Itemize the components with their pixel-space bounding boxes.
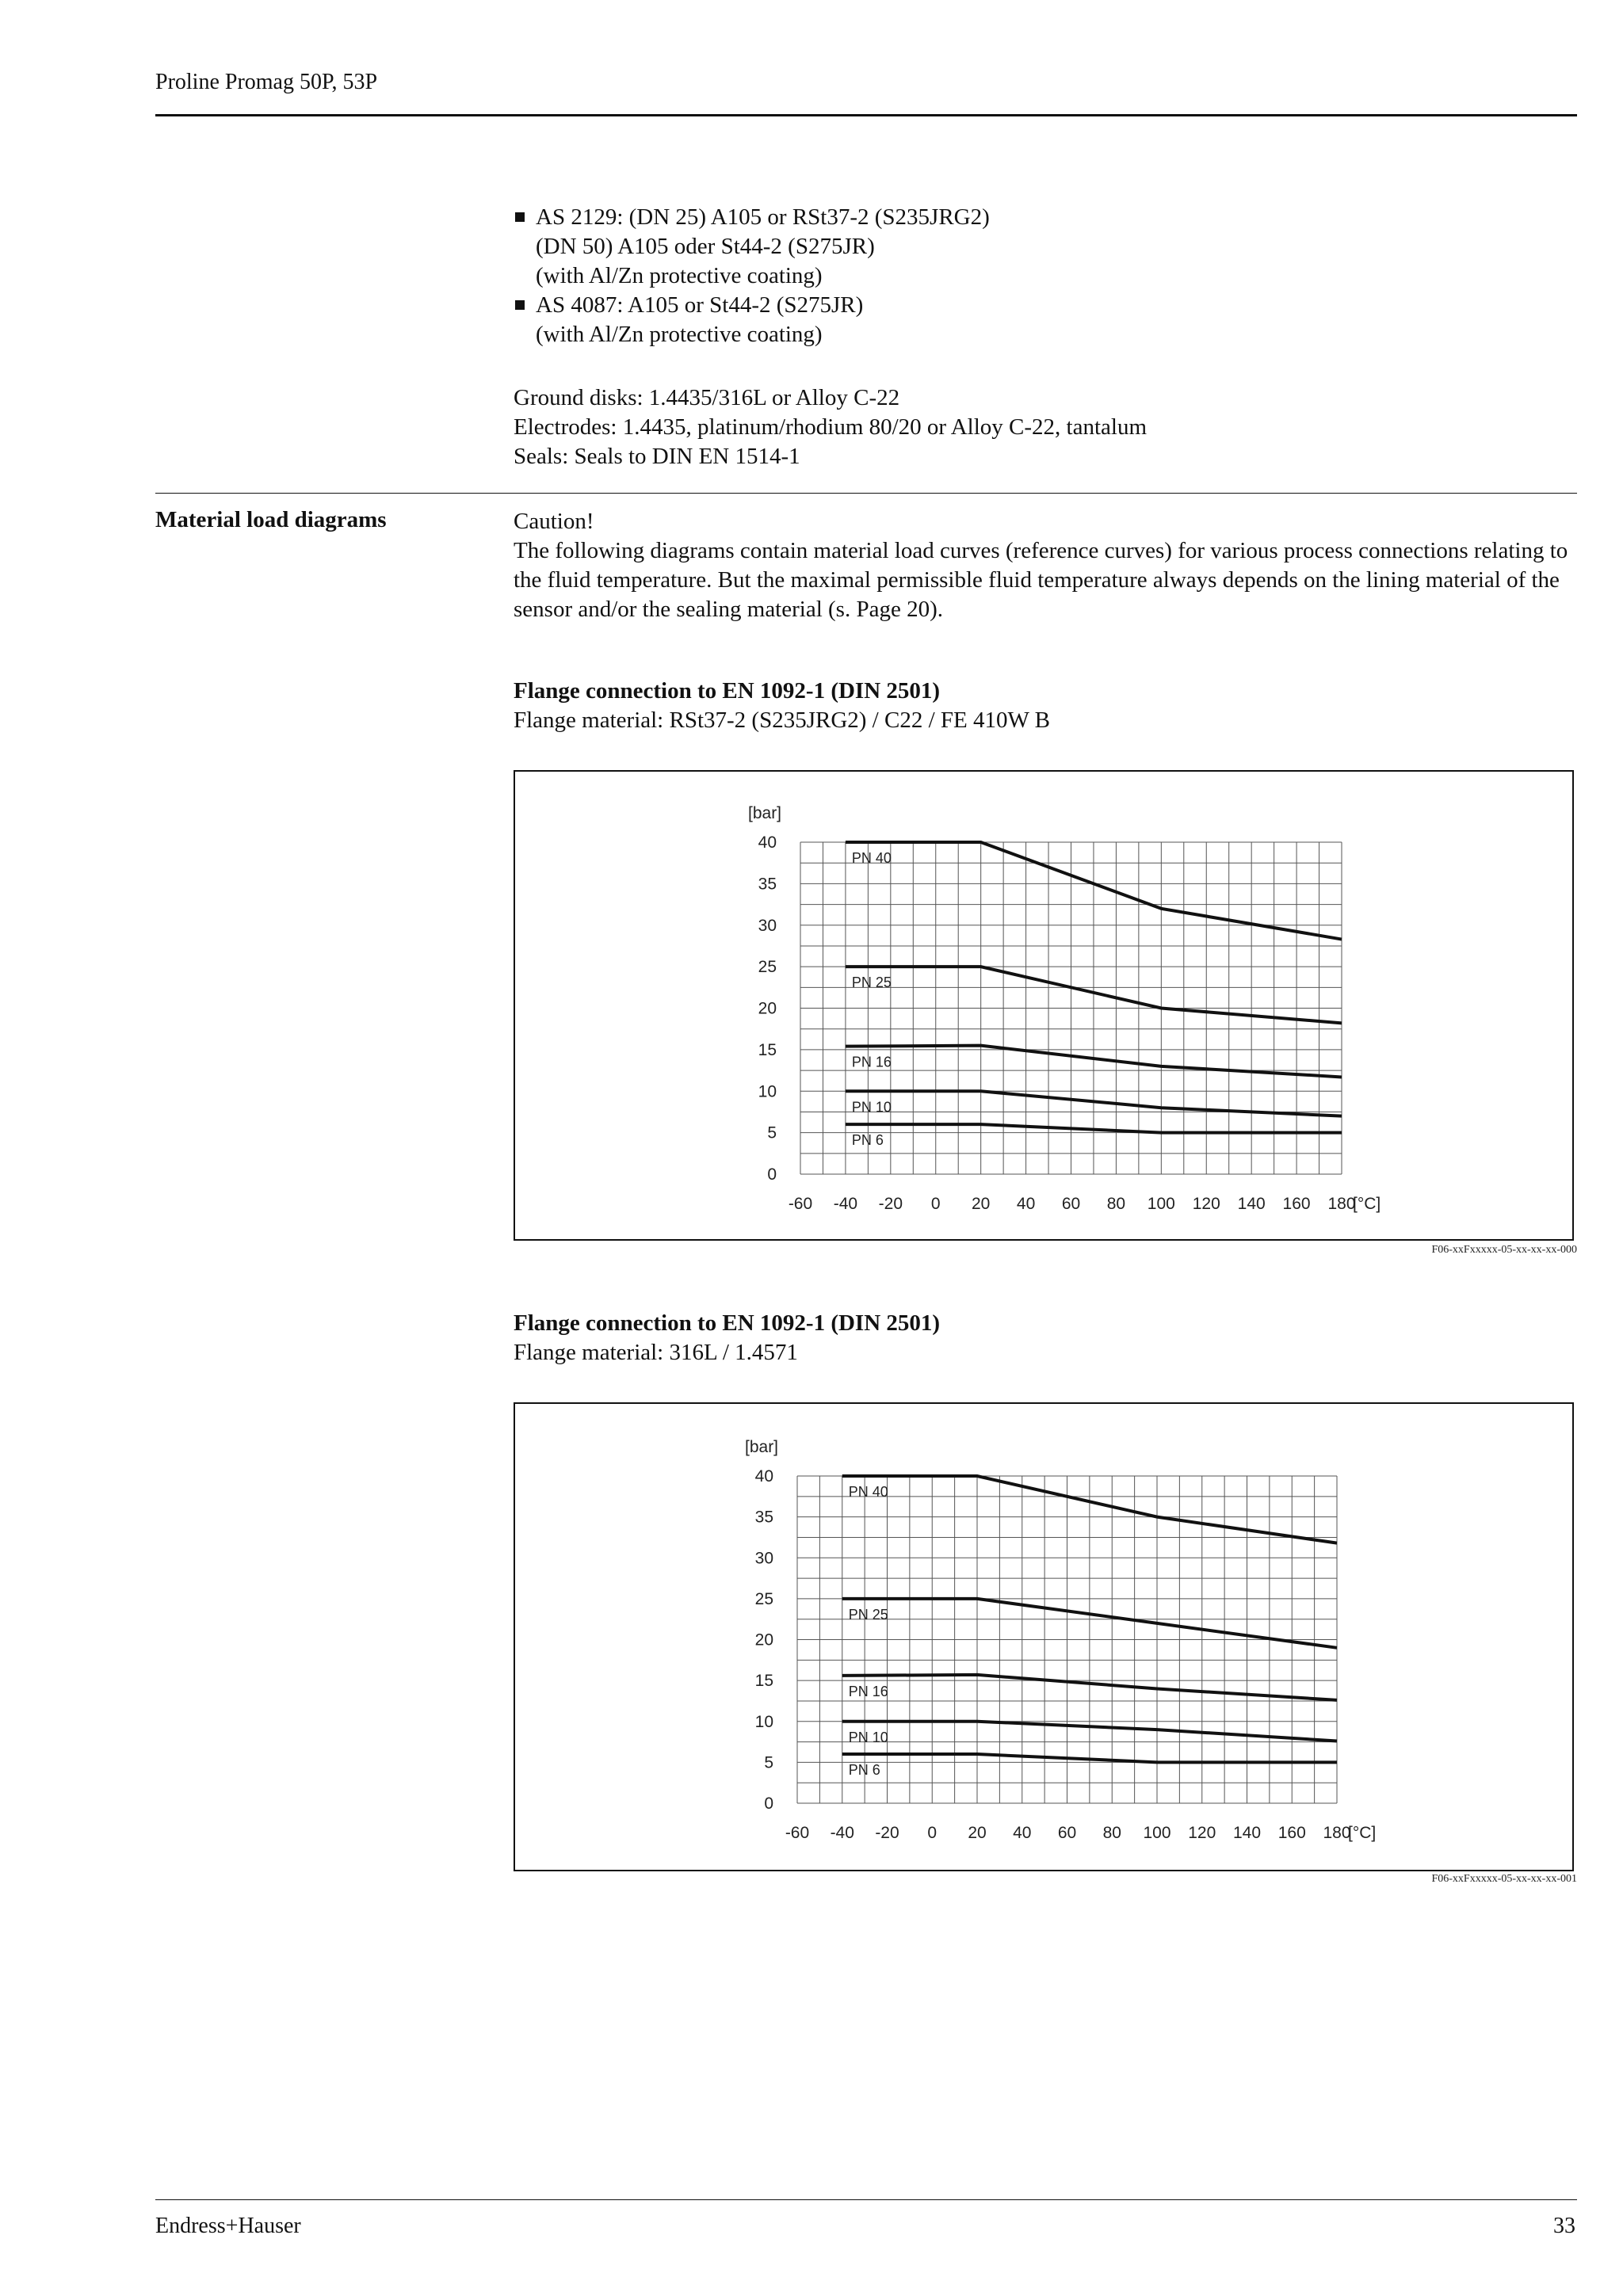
bullet-line: (with Al/Zn protective coating): [536, 263, 823, 288]
x-tick-label: 180: [1327, 1195, 1356, 1213]
diagram-1-figure-id: F06-xxFxxxxx-05-xx-xx-xx-000: [1431, 1244, 1577, 1256]
y-tick-label: 0: [764, 1794, 773, 1813]
diagram-1-subtitle: Flange material: RSt37-2 (S235JRG2) / C22 / FE 410W B: [514, 707, 1050, 733]
page-header-title: Proline Promag 50P, 53P: [155, 70, 378, 94]
caution-title: Caution!: [514, 509, 594, 534]
x-tick-label: 40: [1016, 1195, 1036, 1213]
y-tick-label: 40: [754, 1467, 773, 1486]
footer-brand: Endress+Hauser: [155, 2214, 301, 2238]
diagram-2-heading: [514, 1309, 940, 1367]
x-tick-label: 60: [1057, 1824, 1077, 1842]
diagram-1-svg: [515, 772, 1572, 1239]
diagram-1-heading: [514, 677, 1050, 735]
diagram-2-figure-id: F06-xxFxxxxx-05-xx-xx-xx-001: [1431, 1873, 1577, 1885]
bullet-square-icon: [515, 212, 525, 222]
y-tick-label: 35: [758, 875, 777, 894]
x-tick-label: 100: [1143, 1824, 1171, 1842]
x-tick-label: -60: [788, 1195, 813, 1213]
diagram-2-svg: [515, 1404, 1572, 1870]
x-tick-label: 40: [1013, 1824, 1032, 1842]
bullet-line: AS 4087: A105 or St44-2 (S275JR): [536, 292, 864, 318]
section-label: Material load diagrams: [155, 507, 387, 532]
x-tick-label: 0: [930, 1195, 941, 1213]
x-axis-label: [°C]: [1348, 1824, 1377, 1842]
series-label-pn6: PN 6: [851, 1132, 884, 1149]
y-tick-label: 5: [764, 1753, 773, 1772]
y-axis-label: [bar]: [745, 1438, 779, 1456]
y-axis-label: [bar]: [748, 804, 782, 822]
bullet-item: [514, 291, 990, 349]
diagram-1-title: Flange connection to EN 1092-1 (DIN 2501): [514, 678, 941, 704]
x-tick-label: -40: [833, 1195, 858, 1213]
seals-text: Seals: Seals to DIN EN 1514-1: [514, 444, 800, 469]
ground-disks-text: Ground disks: 1.4435/316L or Alloy C-22: [514, 385, 900, 410]
x-tick-label: -20: [875, 1824, 899, 1842]
x-tick-label: 80: [1102, 1824, 1121, 1842]
x-tick-label: 20: [971, 1195, 991, 1213]
bullet-line: (with Al/Zn protective coating): [536, 322, 823, 347]
y-tick-label: 0: [767, 1165, 777, 1184]
y-tick-label: 35: [754, 1508, 773, 1527]
footer-page-number: 33: [1553, 2214, 1575, 2238]
caution-text: The following diagrams contain material load curves (reference curves) for various process connections relating to the fluid temperature. But the maximal permissible fluid temperature always depends on the lining material of the sensor and/or the sealing material (s. Page 20).: [514, 538, 1568, 622]
series-label-pn6: PN 6: [848, 1762, 880, 1779]
x-tick-label: -20: [878, 1195, 903, 1213]
x-tick-label: -40: [830, 1824, 854, 1842]
y-tick-label: 20: [754, 1630, 773, 1650]
series-label-pn10: PN 10: [848, 1729, 888, 1745]
series-label-pn40: PN 40: [851, 850, 892, 866]
header-rule: [155, 114, 1577, 116]
electrodes-text: Electrodes: 1.4435, platinum/rhodium 80/20 or Alloy C-22, tantalum: [514, 414, 1148, 440]
diagram-2-title: Flange connection to EN 1092-1 (DIN 2501): [514, 1310, 941, 1336]
caution-block: [514, 507, 1579, 624]
materials-block: [514, 383, 1147, 471]
series-label-pn16: PN 16: [848, 1683, 888, 1699]
y-tick-label: 20: [758, 999, 777, 1018]
bullet-line: AS 2129: (DN 25) A105 or RSt37-2 (S235JRG2): [536, 204, 990, 230]
series-label-pn16: PN 16: [851, 1054, 892, 1070]
y-tick-label: 40: [758, 833, 777, 852]
bullet-square-icon: [515, 300, 525, 310]
y-tick-label: 30: [758, 916, 777, 935]
series-label-pn25: PN 25: [848, 1606, 888, 1623]
series-label-pn40: PN 40: [848, 1484, 888, 1500]
x-tick-label: 60: [1061, 1195, 1081, 1213]
series-label-pn25: PN 25: [851, 974, 892, 991]
y-tick-label: 30: [754, 1549, 773, 1568]
bullet-item: [514, 203, 990, 291]
x-tick-label: 80: [1106, 1195, 1126, 1213]
footer-rule: [155, 2199, 1577, 2200]
x-tick-label: 20: [968, 1824, 987, 1842]
y-tick-label: 15: [754, 1672, 773, 1691]
y-tick-label: 5: [767, 1123, 777, 1142]
diagram-2-frame: [514, 1402, 1574, 1871]
x-tick-label: 180: [1323, 1824, 1351, 1842]
standards-bullet-list: [514, 203, 990, 349]
x-tick-label: 160: [1282, 1195, 1311, 1213]
x-tick-label: 120: [1188, 1824, 1216, 1842]
x-tick-label: 160: [1277, 1824, 1306, 1842]
y-tick-label: 10: [754, 1712, 773, 1731]
bullet-line: (DN 50) A105 oder St44-2 (S275JR): [536, 234, 875, 259]
x-tick-label: 140: [1232, 1824, 1262, 1842]
y-tick-label: 25: [754, 1589, 773, 1608]
section-rule: [155, 493, 1577, 494]
x-tick-label: 140: [1237, 1195, 1266, 1213]
x-tick-label: 100: [1147, 1195, 1175, 1213]
x-axis-label: [°C]: [1353, 1195, 1381, 1213]
y-tick-label: 25: [758, 958, 777, 977]
series-label-pn10: PN 10: [851, 1099, 892, 1116]
diagram-1-frame: [514, 770, 1574, 1241]
y-tick-label: 15: [758, 1040, 777, 1059]
x-tick-label: 0: [927, 1824, 938, 1842]
y-tick-label: 10: [758, 1082, 777, 1101]
x-tick-label: 120: [1192, 1195, 1220, 1213]
x-tick-label: -60: [785, 1824, 810, 1842]
diagram-2-subtitle: Flange material: 316L / 1.4571: [514, 1340, 798, 1365]
